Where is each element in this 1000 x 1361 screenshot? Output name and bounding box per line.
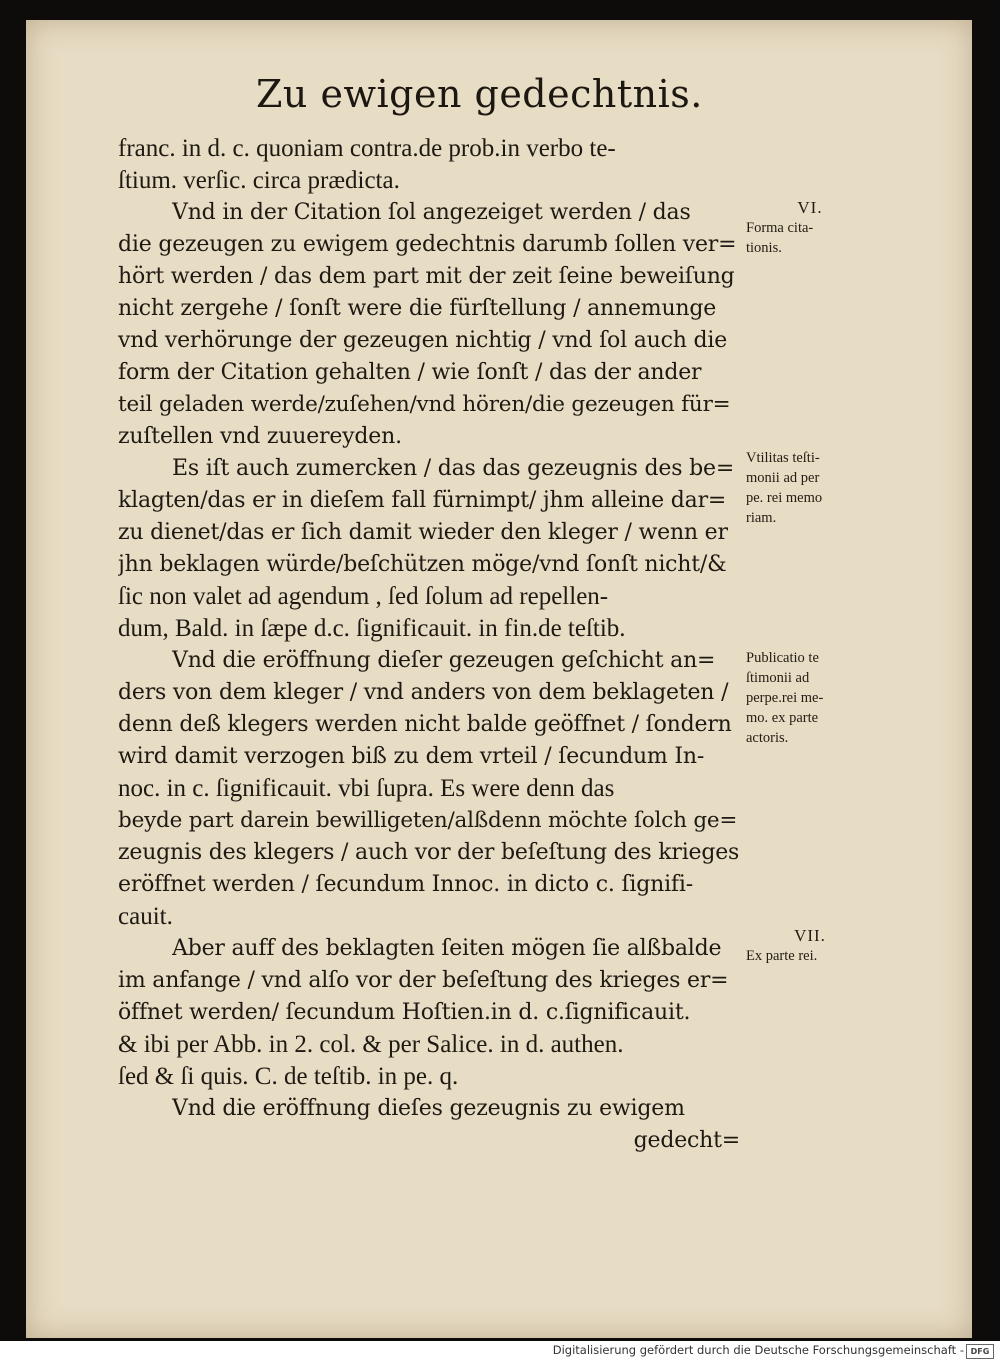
marginal-line: perpe.rei me- xyxy=(746,690,824,706)
catchword: gedecht= xyxy=(633,1128,740,1153)
marginal-note-publicatio xyxy=(746,648,874,748)
text-line: hört werden / das dem part mit der zeit ſeine beweiſung xyxy=(118,264,735,289)
text-line: cauit. xyxy=(118,903,173,930)
marginal-line: Vtilitas teſti- xyxy=(746,450,820,466)
dfg-logo[interactable]: DFG xyxy=(966,1344,994,1359)
text-line: zeugnis des klegers / auch vor der beſeſtung des krieges xyxy=(118,840,740,865)
text-line: ſed & ſi quis. C. de teſtib. in pe. q. xyxy=(118,1063,459,1090)
text-line: denn deß klegers werden nicht balde geöffnet / ſondern xyxy=(118,712,732,737)
text-line: wird damit verzogen biß zu dem vrteil / ſecundum In- xyxy=(118,744,705,769)
text-line: jhn beklagen würde/beſchützen möge/vnd ſonſt nicht/& xyxy=(118,552,727,577)
text-line: eröffnet werden / ſecundum Innoc. in dicto c. ſignifi- xyxy=(118,872,693,897)
text-line: vnd verhörunge der gezeugen nichtig / vnd ſol auch die xyxy=(118,328,728,353)
marginal-note-ex-parte-rei xyxy=(746,926,874,966)
text-line: Vnd in der Citation ſol angezeiget werden / das xyxy=(172,200,691,225)
text-line: noc. in c. ſignificauit. vbi ſupra. Es were denn das xyxy=(118,775,615,802)
footer-bar xyxy=(0,1341,1000,1361)
marginal-line: pe. rei memo xyxy=(746,490,823,506)
text-line: Vnd die eröffnung dieſer gezeugen geſchicht an= xyxy=(172,648,716,673)
text-line: zuſtellen vnd zuuereyden. xyxy=(118,424,402,449)
text-line: Vnd die eröffnung dieſes gezeugnis zu ewigem xyxy=(172,1096,685,1121)
text-line: teil geladen werde/zuſehen/vnd hören/die gezeugen für= xyxy=(118,392,731,417)
marginal-note-utilitas xyxy=(746,448,874,528)
text-line: Es iſt auch zumercken / das das gezeugnis des be= xyxy=(172,456,735,481)
marginal-line: ſtimonii ad xyxy=(746,670,810,686)
text-line: klagten/das er in dieſem fall fürnimpt/ jhm alleine dar= xyxy=(118,488,727,513)
marginal-line: Forma cita- xyxy=(746,220,814,236)
marginal-line: Publicatio te xyxy=(746,650,819,666)
marginal-number: VI. xyxy=(797,198,823,217)
marginal-line: actoris. xyxy=(746,730,789,746)
text-line: & ibi per Abb. in 2. col. & per Salice. in d. authen. xyxy=(118,1031,624,1058)
marginal-line: Ex parte rei. xyxy=(746,948,818,964)
text-line: im anfange / vnd alſo vor der beſeſtung des krieges er= xyxy=(118,968,729,993)
text-line: nicht zergehe / ſonſt were die fürſtellung / annemunge xyxy=(118,296,717,321)
running-header: Zu ewigen gedechtnis. xyxy=(256,72,703,116)
marginal-line: tionis. xyxy=(746,240,782,256)
text-line: Aber auff des beklagten ſeiten mögen ſie alßbalde xyxy=(172,936,722,961)
text-line: franc. in d. c. quoniam contra.de prob.in verbo te- xyxy=(118,135,616,162)
marginal-line: monii ad per xyxy=(746,470,820,486)
marginal-line: mo. ex parte xyxy=(746,710,819,726)
funding-notice: Digitalisierung gefördert durch die Deutsche Forschungsgemeinschaft - xyxy=(552,1343,964,1357)
marginal-number: VII. xyxy=(794,926,826,945)
text-line: form der Citation gehalten / wie ſonſt / das der ander xyxy=(118,360,702,385)
text-line: die gezeugen zu ewigem gedechtnis darumb ſollen ver= xyxy=(118,232,737,257)
text-line: öffnet werden/ ſecundum Hoſtien.in d. c.ſignificauit. xyxy=(118,1000,691,1025)
text-line: dum, Bald. in ſæpe d.c. ſignificauit. in fin.de teſtib. xyxy=(118,615,626,642)
marginal-note-forma-citationis xyxy=(746,198,874,258)
text-line: ſtium. verſic. circa prædicta. xyxy=(118,167,400,194)
text-line: beyde part darein bewilligeten/alßdenn möchte ſolch ge= xyxy=(118,808,738,833)
text-line: zu dienet/das er ſich damit wieder den kleger / wenn er xyxy=(118,520,728,545)
text-line: ders von dem kleger / vnd anders von dem beklageten / xyxy=(118,680,729,705)
marginal-line: riam. xyxy=(746,510,777,526)
text-line: ſic non valet ad agendum , ſed ſolum ad repellen- xyxy=(118,583,609,610)
